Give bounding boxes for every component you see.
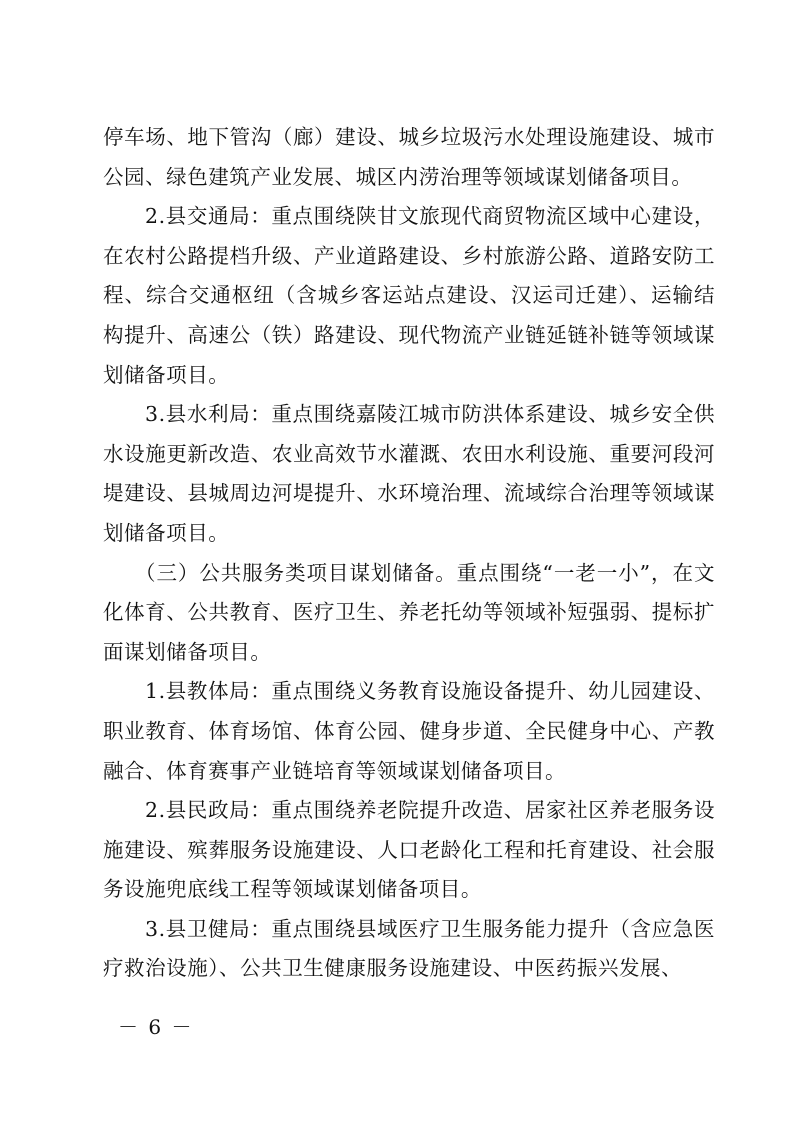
section-heading-public-services: （三）公共服务类项目谋划储备。重点围绕“一老一小”，在文化体育、公共教育、医疗卫生、养老托幼等领域补短强弱、提标扩面谋划储备项目。 (103, 560, 715, 664)
page-number: － 6 － (118, 1015, 194, 1039)
paragraph-transport-bureau: 2.县交通局：重点围绕陕甘文旅现代商贸物流区域中心建设，在农村公路提档升级、产业道路建设、乡村旅游公路、道路安防工程、综合交通枢纽（含城乡客运站点建设、汉运司迁建）、运输结构提升、高速公（铁）路建设、现代物流产业链延链补链等领域谋划储备项目。 (103, 204, 715, 387)
paragraph-health-bureau: 3.县卫健局：重点围绕县域医疗卫生服务能力提升（含应急医疗救治设施）、公共卫生健康服务设施建设、中医药振兴发展、 (103, 916, 715, 981)
paragraph-civil-affairs-bureau: 2.县民政局：重点围绕养老院提升改造、居家社区养老服务设施建设、殡葬服务设施建设、人口老龄化工程和托育建设、社会服务设施兜底线工程等领域谋划储备项目。 (103, 798, 715, 902)
paragraph-education-sports-bureau: 1.县教体局：重点围绕义务教育设施设备提升、幼儿园建设、职业教育、体育场馆、体育公园、健身步道、全民健身中心、产教融合、体育赛事产业链培育等领域谋划储备项目。 (103, 679, 715, 783)
body-text (103, 118, 715, 989)
paragraph-water-bureau: 3.县水利局：重点围绕嘉陵江城市防洪体系建设、城乡安全供水设施更新改造、农业高效节水灌溉、农田水利设施、重要河段河堤建设、县城周边河堤提升、水环境治理、流域综合治理等领域谋划储备项目。 (103, 402, 715, 545)
paragraph-continuation: 停车场、地下管沟（廊）建设、城乡垃圾污水处理设施建设、城市公园、绿色建筑产业发展、城区内涝治理等领域谋划储备项目。 (103, 125, 715, 189)
